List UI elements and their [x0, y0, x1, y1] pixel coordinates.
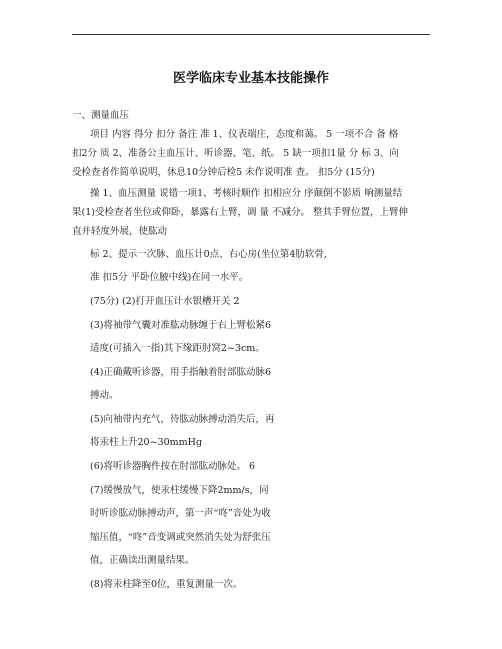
- paragraph-line: (4)正确戴听诊器，用手指触着肘部肱动脉6: [90, 367, 272, 378]
- paragraph-line: 适度(可插入一指)其下缘距肘窝2~3cm。: [90, 343, 265, 354]
- paragraph-line: 值，正确读出测量结果。: [90, 555, 195, 566]
- section-heading: 一、测量血压: [72, 110, 130, 121]
- header-rule: [72, 34, 430, 35]
- paragraph-line: 标 2、提示一次脉、血压计0点、右心房(坐位第4肋软骨,: [90, 249, 327, 260]
- paragraph-line: 将汞柱上升20~30mmHg: [90, 437, 203, 448]
- paragraph-line: (75分) (2)打开血压计水银槽开关 2: [90, 296, 240, 307]
- paragraph-line: 直并轻度外展，使肱动: [72, 226, 168, 237]
- paragraph-line: (6)将听诊器胸件按在肘部肱动脉处。 6: [90, 461, 256, 472]
- paragraph-line: (3)将袖带气囊对准肱动脉缠于右上臂松紧6: [90, 320, 272, 331]
- paragraph-line: 扣2分 质 2、准备公主血压计、听诊器、笔、纸。 5 缺一项扣1量 分 标 3、向: [72, 148, 399, 159]
- paragraph-line: (7)缓慢放气，使汞柱缓慢下降2mm/s，同: [90, 485, 269, 496]
- paragraph-line: 缩压值，“咚”音变调或突然消失处为舒张压: [90, 532, 271, 543]
- paragraph-line: (8)将汞柱降至0位，重复测量一次。: [90, 579, 243, 590]
- paragraph-line: 准 扣5分 平卧位腋中线)在同一水平。: [90, 272, 249, 283]
- paragraph-line: 时听诊肱动脉搏动声，第一声“咚”音处为收: [90, 508, 271, 519]
- paragraph-line: 搏动。: [90, 390, 119, 401]
- paragraph-line: 操 1、血压测量 说错一项1、考核时顺作 扣相应分 序颠倒不影质 响测量结: [90, 188, 403, 199]
- paragraph-line: 果(1)受检查者坐位或仰卧，暴露右上臂，调 量 不减分。 整其手臂位置，上臂伸: [72, 207, 409, 218]
- paragraph-line: (5)向袖带内充气，待肱动脉搏动消失后，再: [90, 414, 275, 425]
- paragraph-line: 受检查者作简单说明，休息10分钟后检5 未作说明准 查。 扣5分 (15分): [72, 167, 375, 178]
- paragraph-line: 项目 内容 得分 扣分 备注 准 1、仪表端庄，态度和蔼。 5 一项不合 备 格: [90, 129, 399, 140]
- page-title: 医学临床专业基本技能操作: [172, 71, 329, 86]
